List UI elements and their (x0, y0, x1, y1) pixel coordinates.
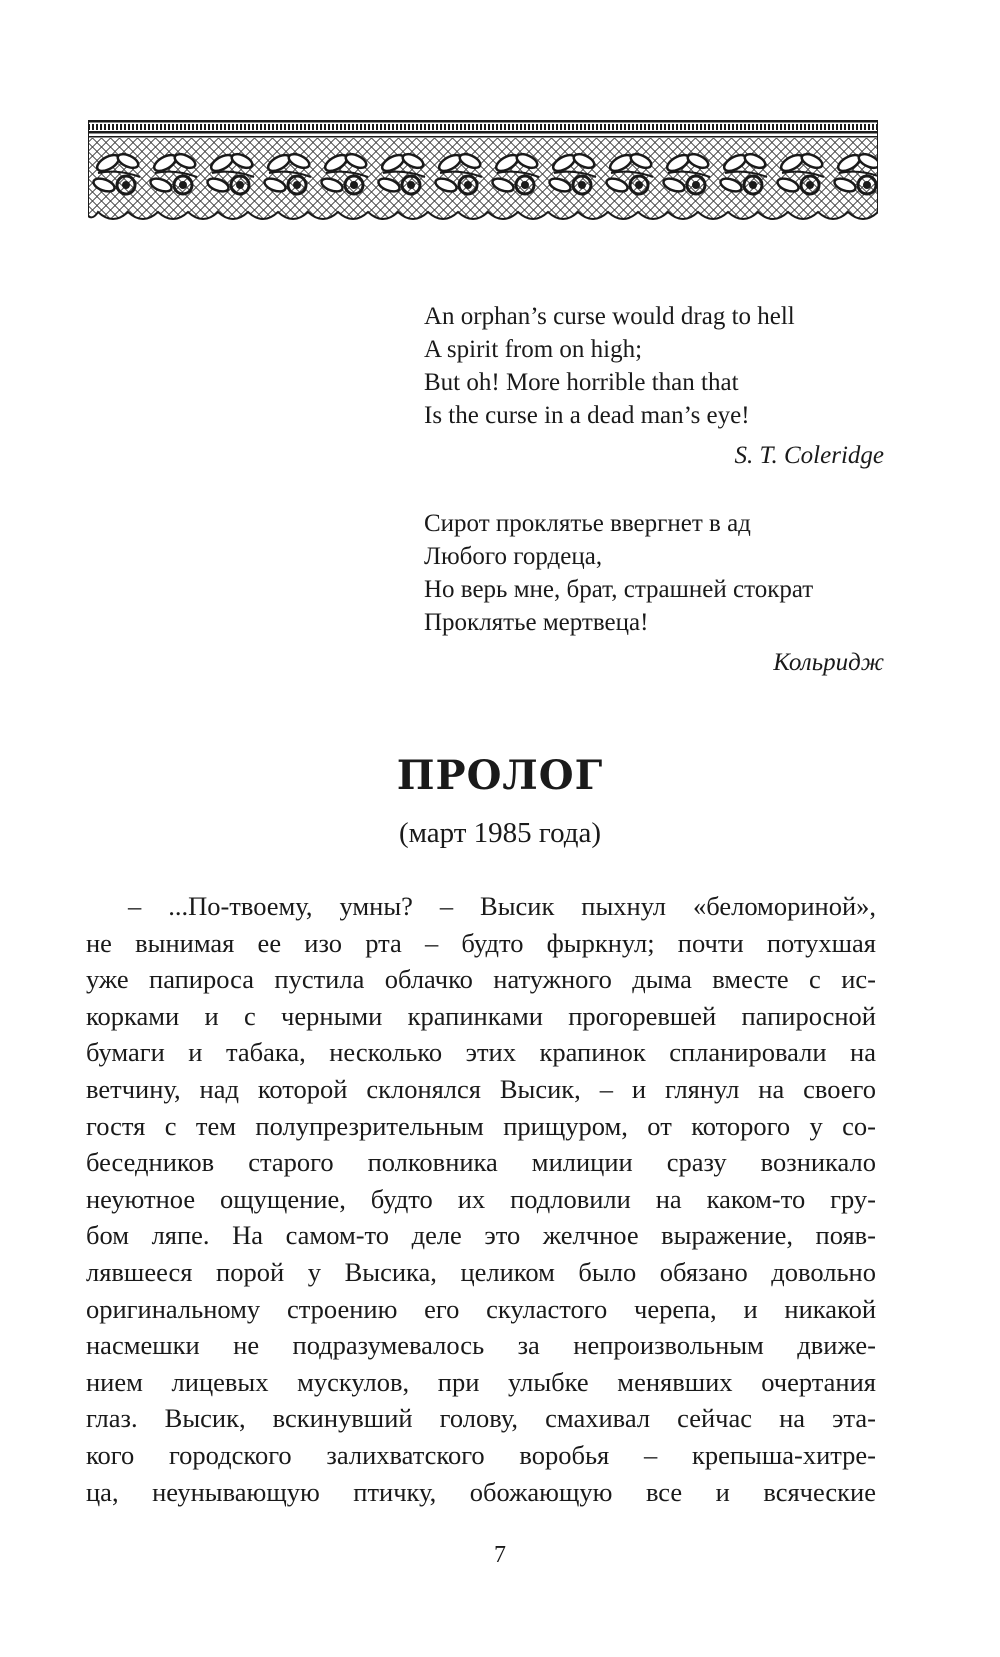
text-line: уже папироса пустила облачко натужного дыма вместе с ис- (86, 964, 876, 995)
text-line: бумаги и табака, несколько этих крапинок спланировали на (86, 1037, 876, 1068)
text-line: не вынимая ее изо рта – будто фыркнул; почти потухшая (86, 927, 876, 958)
epigraph-russian (424, 507, 884, 679)
lace-border-ornament (88, 120, 878, 230)
epigraph-line: Is the curse in a dead man’s eye! (424, 402, 750, 429)
epigraph-author: Кольридж (773, 649, 884, 676)
text-line: нием лицевых мускулов, при улыбке менявших очертания (86, 1366, 876, 1397)
text-line: ца, неунывающую птичку, обожающую все и всяческие (86, 1476, 876, 1507)
chapter-title: ПРОЛОГ (396, 752, 604, 799)
text-line: бом ляпе. На самом-то деле это желчное выражение, появ- (86, 1220, 876, 1251)
body-paragraph (86, 888, 876, 1510)
text-line: – ...По-твоему, умны? – Высик пыхнул «беломориной», (128, 891, 876, 921)
text-line: гостя с тем полупрезрительным прищуром, от которого у со- (86, 1110, 876, 1141)
epigraph-line: But oh! More horrible than that (424, 369, 739, 396)
text-line: глаз. Высик, вскинувший голову, смахивал сейчас на эта- (86, 1403, 876, 1434)
page-number: 7 (494, 1542, 506, 1568)
text-line: неуютное ощущение, будто их подловили на каком-то гру- (86, 1183, 876, 1214)
text-line: лявшееся порой у Высика, целиком было обязано довольно (86, 1256, 876, 1287)
epigraph-line: A spirit from on high; (424, 336, 643, 363)
text-line: кого городского залихватского воробья – крепыша-хитре- (86, 1439, 876, 1470)
text-line: оригинальному строению его скуластого черепа, и никакой (86, 1293, 876, 1324)
epigraph-english (424, 300, 884, 472)
chapter-subtitle: (март 1985 года) (398, 817, 602, 849)
epigraph-author: S. T. Coleridge (734, 442, 884, 469)
text-line: насмешки не подразумевалось за непроизвольным движе- (86, 1330, 876, 1361)
epigraph-line: Но верь мне, брат, страшней стократ (424, 576, 814, 603)
text-line: ветчину, над которой склонялся Высик, – и глянул на своего (86, 1073, 876, 1104)
epigraph-line: Любого гордеца, (424, 543, 603, 570)
text-line: корками и с черными крапинками прогоревшей папиросной (86, 1000, 876, 1031)
epigraph-line: Проклятье мертвеца! (424, 609, 649, 636)
epigraph-line: An orphan’s curse would drag to hell (424, 303, 795, 330)
text-line: беседников старого полковника милиции сразу возникало (86, 1147, 876, 1178)
epigraph-line: Сирот проклятье ввергнет в ад (424, 510, 751, 537)
